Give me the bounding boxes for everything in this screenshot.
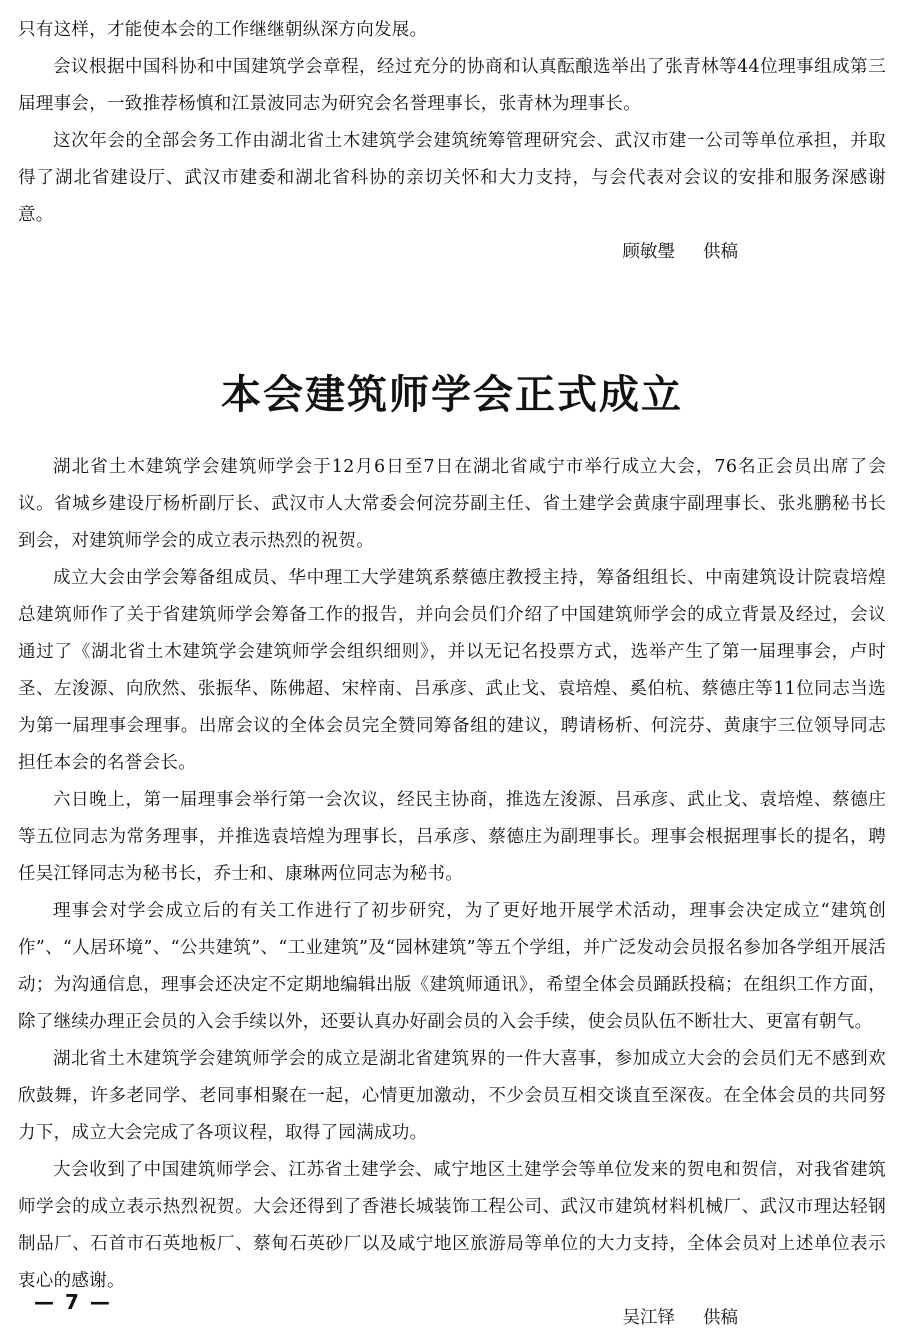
byline bbox=[18, 234, 886, 271]
byline-credit: 供稿 bbox=[703, 242, 738, 262]
article-title: 本会建筑师学会正式成立 bbox=[221, 372, 683, 418]
byline-author: 吴江铎 bbox=[622, 1308, 675, 1328]
page-number: — 7 — bbox=[34, 1290, 112, 1314]
paragraph: 这次年会的全部会务工作由湖北省土木建筑学会建筑统筹管理研究会、武汉市建一公司等单位承担，并取得了湖北省建设厅、武汉市建委和湖北省科协的亲切关怀和大力支持，与会代表对会议的安排和服务深感谢意。 bbox=[18, 131, 886, 225]
paragraph: 理事会对学会成立后的有关工作进行了初步研究，为了更好地开展学术活动，理事会决定成立“建筑创作”、“人居环境”、“公共建筑”、“工业建筑”及“园林建筑”等五个学组，并广泛发动会员报名参加各学组开展活动；为沟通信息，理事会还决定不定期地编辑出版《建筑师通讯》，希望全体会员踊跃投稿；在组织工作方面，除了继续办理正会员的入会手续以外，还要认真办好副会员的入会手续，使会员队伍不断壮大、更富有朝气。 bbox=[18, 901, 886, 1032]
byline bbox=[18, 1300, 886, 1337]
paragraph: 会议根据中国科协和中国建筑学会章程，经过充分的协商和认真酝酿选举出了张青林等44位理事组成第三届理事会，一致推荐杨慎和江景波同志为研究会名誉理事长，张青林为理事长。 bbox=[18, 57, 886, 114]
paragraph: 湖北省土木建筑学会建筑师学会于12月6日至7日在湖北省咸宁市举行成立大会，76名正会员出席了会议。省城乡建设厅杨析副厅长、武汉市人大常委会何浣芬副主任、省土建学会黄康宇副理事长、张兆鹏秘书长到会，对建筑师学会的成立表示热烈的祝贺。 bbox=[18, 457, 886, 551]
paragraph: 只有这样，才能使本会的工作继继朝纵深方向发展。 bbox=[18, 20, 428, 40]
paragraph: 成立大会由学会筹备组成员、华中理工大学建筑系蔡德庄教授主持，筹备组组长、中南建筑设计院袁培煌总建筑师作了关于省建筑师学会筹备工作的报告，并向会员们介绍了中国建筑师学会的成立背景及经过，会议通过了《湖北省土木建筑学会建筑师学会组织细则》，并以无记名投票方式，选举产生了第一届理事会，卢时圣、左浚源、向欣然、张振华、陈佛超、宋梓南、吕承彦、武止戈、袁培煌、奚伯杭、蔡德庄等11位同志当选为第一届理事会理事。出席会议的全体会员完全赞同筹备组的建议，聘请杨析、何浣芬、黄康宇三位领导同志担任本会的名誉会长。 bbox=[18, 568, 886, 773]
article-continued bbox=[18, 12, 886, 271]
byline-credit: 供稿 bbox=[703, 1308, 738, 1328]
byline-author: 顾敏璺 bbox=[622, 242, 675, 262]
paragraph: 湖北省土木建筑学会建筑师学会的成立是湖北省建筑界的一件大喜事，参加成立大会的会员们无不感到欢欣鼓舞，许多老同学、老同事相聚在一起，心情更加激动，不少会员互相交谈直至深夜。在全体会员的共同努力下，成立大会完成了各项议程，取得了园满成功。 bbox=[18, 1049, 886, 1143]
article-architects-society bbox=[18, 365, 886, 1337]
paragraph: 六日晚上，第一届理事会举行第一会次议，经民主协商，推选左浚源、吕承彦、武止戈、袁培煌、蔡德庄等五位同志为常务理事，并推选袁培煌为理事长，吕承彦、蔡德庄为副理事长。理事会根据理事长的提名，聘任吴江铎同志为秘书长，乔士和、康琳两位同志为秘书。 bbox=[18, 790, 886, 884]
paragraph: 大会收到了中国建筑师学会、江苏省土建学会、咸宁地区土建学会等单位发来的贺电和贺信，对我省建筑师学会的成立表示热烈祝贺。大会还得到了香港长城装饰工程公司、武汉市建筑材料机械厂、武汉市理达轻钢制品厂、石首市石英地板厂、蔡甸石英砂厂以及咸宁地区旅游局等单位的大力支持，全体会员对上述单位表示衷心的感谢。 bbox=[18, 1160, 886, 1291]
